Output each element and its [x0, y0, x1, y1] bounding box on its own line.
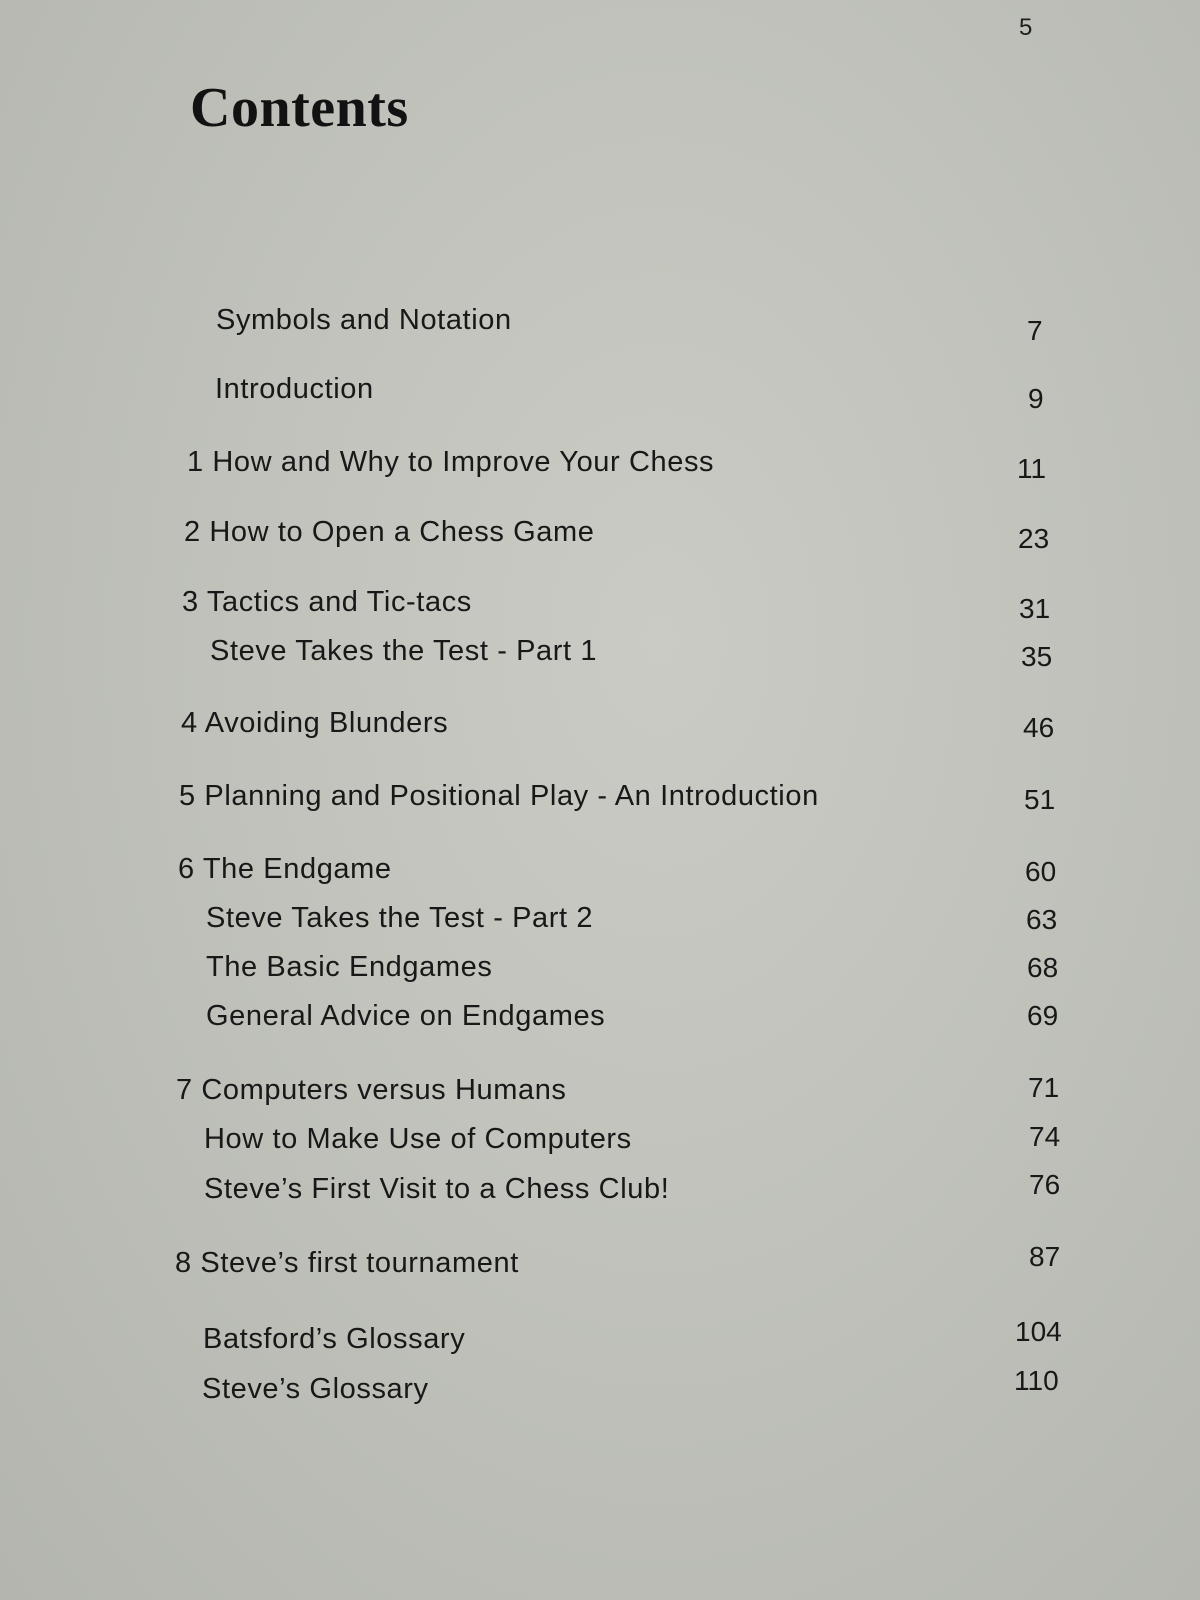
toc-page-chapter-8: 87 — [1029, 1241, 1061, 1272]
toc-page-chapter-6: 60 — [1025, 856, 1057, 887]
toc-page-chapter-3: 31 — [1019, 593, 1051, 624]
toc-page-chapter-7: 71 — [1028, 1072, 1060, 1103]
toc-entry-symbols-and-notation: Symbols and Notation — [216, 304, 512, 336]
toc-page-chapter-2: 23 — [1018, 523, 1050, 554]
toc-page-steve-test-part-1: 35 — [1021, 641, 1053, 672]
toc-entry-chapter-8: 8 Steve’s first tournament — [175, 1247, 519, 1279]
toc-entry-use-of-computers: How to Make Use of Computers — [204, 1123, 632, 1155]
toc-entry-chapter-3: 3 Tactics and Tic-tacs — [182, 586, 472, 618]
toc-page-chapter-4: 46 — [1023, 712, 1055, 743]
toc-entry-steve-test-part-1: Steve Takes the Test - Part 1 — [210, 635, 598, 667]
toc-page-batsford-glossary: 104 — [1015, 1316, 1062, 1347]
toc-page-steve-glossary: 110 — [1014, 1365, 1059, 1396]
toc-entry-chapter-5: 5 Planning and Positional Play - An Introduction — [179, 780, 819, 812]
toc-entry-chapter-2: 2 How to Open a Chess Game — [184, 516, 595, 548]
toc-page-general-advice-endgames: 69 — [1027, 1000, 1059, 1031]
toc-entry-chapter-7: 7 Computers versus Humans — [176, 1074, 567, 1106]
toc-entry-basic-endgames: The Basic Endgames — [206, 951, 493, 983]
toc-entry-steve-test-part-2: Steve Takes the Test - Part 2 — [206, 902, 594, 934]
toc-entry-general-advice-endgames: General Advice on Endgames — [206, 1000, 606, 1032]
toc-page-chapter-1: 11 — [1017, 453, 1047, 484]
toc-page-symbols-and-notation: 7 — [1027, 315, 1043, 346]
toc-entry-introduction: Introduction — [215, 373, 374, 405]
page-number: 5 — [1019, 14, 1033, 41]
toc-entry-chapter-1: 1 How and Why to Improve Your Chess — [187, 446, 715, 478]
toc-entry-steve-glossary: Steve’s Glossary — [202, 1373, 429, 1405]
toc-entry-chapter-6: 6 The Endgame — [178, 853, 392, 885]
toc-entry-batsford-glossary: Batsford’s Glossary — [203, 1323, 466, 1355]
toc-page-first-chess-club: 76 — [1029, 1169, 1061, 1200]
page-title: Contents — [190, 77, 409, 139]
toc-entry-chapter-4: 4 Avoiding Blunders — [181, 707, 449, 739]
toc-entry-first-chess-club: Steve’s First Visit to a Chess Club! — [204, 1173, 670, 1205]
toc-page-chapter-5: 51 — [1024, 784, 1056, 815]
toc-page-introduction: 9 — [1028, 383, 1044, 414]
toc-page-basic-endgames: 68 — [1027, 952, 1059, 983]
toc-page-use-of-computers: 74 — [1029, 1121, 1061, 1152]
toc-page-steve-test-part-2: 63 — [1026, 904, 1058, 935]
